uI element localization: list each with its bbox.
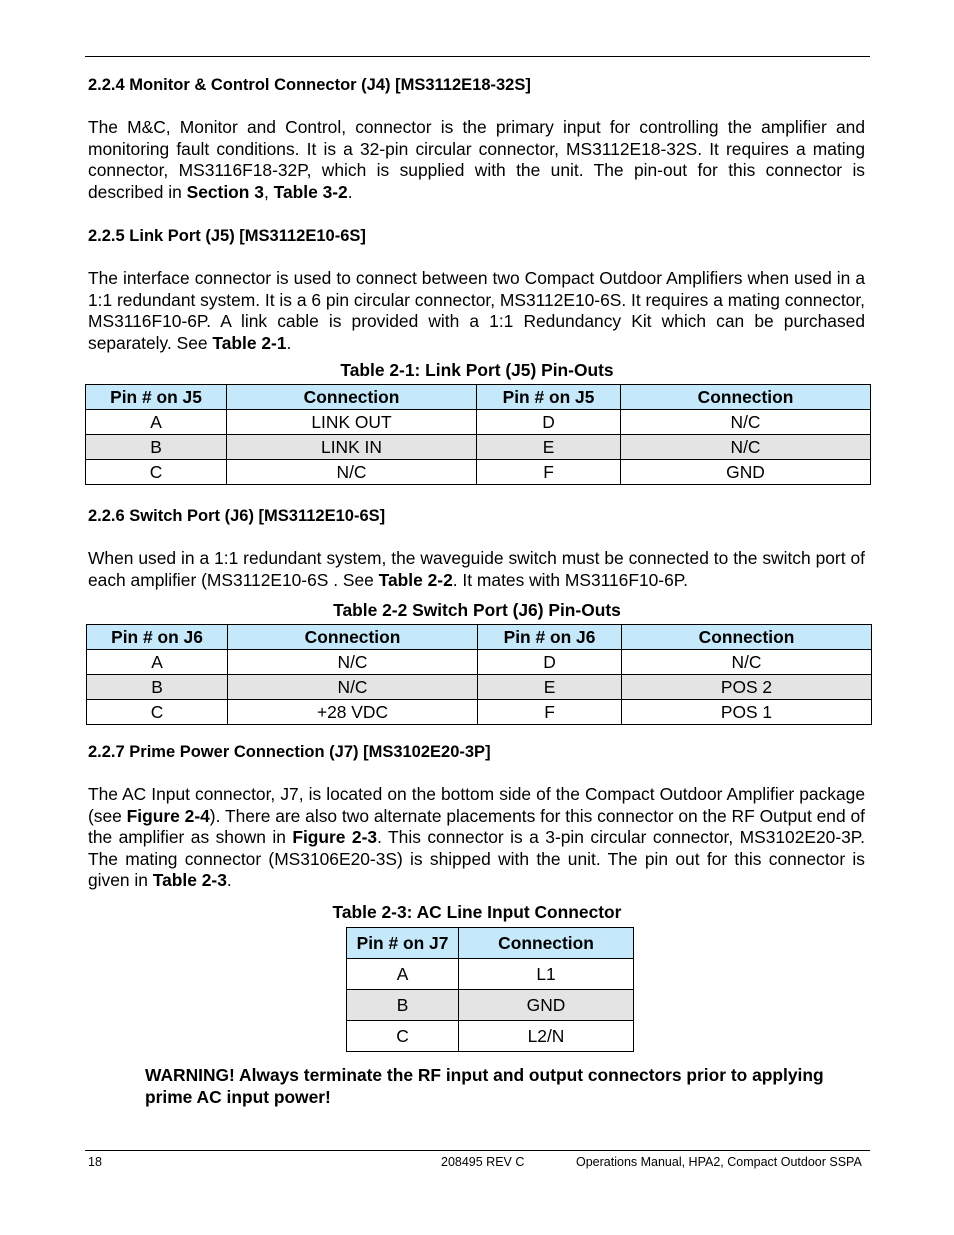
table-2-3-ref: Table 2-3 xyxy=(152,870,227,891)
document-id: 208495 REV C xyxy=(441,1155,525,1169)
section-heading-2-2-4: 2.2.4 Monitor & Control Connector (J4) [MS3112E18-32S] xyxy=(88,76,531,94)
table-row xyxy=(347,1021,634,1052)
figure-2-3-ref: Figure 2-3 xyxy=(292,827,378,848)
table-cell: +28 VDC xyxy=(228,700,478,725)
table-row xyxy=(86,460,871,485)
section-body-2-2-7: The AC Input connector, J7, is located on the bottom side of the Compact Outdoor Amplifier package (see Figure 2-4). There are also two alternate placements for this connector on the RF Output end of the amplifier as shown in Figure 2-3. This connector is a 3-pin circular connector, MS3102E20-3P. The mating connector (MS3106E20-3S) is shipped with the unit. The pin out for this connector is given in Table 2-3. xyxy=(88,784,865,891)
page-number: 18 xyxy=(88,1155,102,1169)
section-body-2-2-6: When used in a 1:1 redundant system, the waveguide switch must be connected to the switch port of each amplifier (MS3112E10-6S . See Table 2-2. It mates with MS3116F10-6P. xyxy=(88,548,865,590)
table-header-row xyxy=(87,625,872,650)
table-2-2-caption: Table 2-2 Switch Port (J6) Pin-Outs xyxy=(333,600,621,620)
table-cell: POS 2 xyxy=(622,675,872,700)
table-header-cell: Pin # on J5 xyxy=(477,385,621,410)
table-2-1-ref: Table 2-1 xyxy=(212,332,287,353)
table-row xyxy=(86,435,871,460)
table-cell: LINK IN xyxy=(227,435,477,460)
section-heading-2-2-7: 2.2.7 Prime Power Connection (J7) [MS3102E20-3P] xyxy=(88,743,491,761)
table-cell: F xyxy=(477,460,621,485)
table-cell: A xyxy=(87,650,228,675)
table-row xyxy=(87,700,872,725)
section-heading-2-2-6: 2.2.6 Switch Port (J6) [MS3112E10-6S] xyxy=(88,507,386,525)
footer-rule xyxy=(85,1150,870,1151)
table-header-cell: Connection xyxy=(228,625,478,650)
table-cell: L1 xyxy=(459,959,634,990)
table-header-row xyxy=(347,928,634,959)
table-header-cell: Connection xyxy=(227,385,477,410)
table-cell: A xyxy=(86,410,227,435)
table-2-2 xyxy=(86,624,872,725)
table-cell: E xyxy=(478,675,622,700)
table-header-cell: Pin # on J5 xyxy=(86,385,227,410)
section-3-ref: Section 3 xyxy=(186,181,264,202)
table-header-cell: Pin # on J6 xyxy=(478,625,622,650)
document-title: Operations Manual, HPA2, Compact Outdoor SSPA xyxy=(576,1155,862,1169)
table-row xyxy=(87,675,872,700)
table-cell: N/C xyxy=(621,410,871,435)
table-header-row xyxy=(86,385,871,410)
table-cell: C xyxy=(347,1021,459,1052)
table-cell: D xyxy=(478,650,622,675)
figure-2-4-ref: Figure 2-4 xyxy=(126,805,210,826)
table-cell: N/C xyxy=(228,675,478,700)
header-rule xyxy=(85,56,870,57)
table-3-2-ref: Table 3-2 xyxy=(273,181,348,202)
table-header-cell: Pin # on J6 xyxy=(87,625,228,650)
table-row xyxy=(86,410,871,435)
section-heading-2-2-5: 2.2.5 Link Port (J5) [MS3112E10-6S] xyxy=(88,227,366,245)
table-2-3-caption: Table 2-3: AC Line Input Connector xyxy=(332,902,622,922)
table-header-cell: Connection xyxy=(621,385,871,410)
table-header-cell: Connection xyxy=(622,625,872,650)
table-cell: L2/N xyxy=(459,1021,634,1052)
table-2-1-caption: Table 2-1: Link Port (J5) Pin-Outs xyxy=(340,360,614,380)
table-cell: LINK OUT xyxy=(227,410,477,435)
table-cell: C xyxy=(86,460,227,485)
table-cell: F xyxy=(478,700,622,725)
table-cell: B xyxy=(86,435,227,460)
table-2-3 xyxy=(346,927,634,1052)
table-2-2-ref: Table 2-2 xyxy=(378,569,453,590)
table-row xyxy=(87,650,872,675)
table-cell: C xyxy=(87,700,228,725)
table-cell: N/C xyxy=(228,650,478,675)
section-body-2-2-5: The interface connector is used to connect between two Compact Outdoor Amplifiers when used in a 1:1 redundant system. It is a 6 pin circular connector, MS3112E10-6S. It requires a mating connector, MS3116F10-6P. A link cable is provided with a 1:1 Redundancy Kit which can be purchased separately. See Table 2-1. xyxy=(88,268,865,353)
warning-text: WARNING! Always terminate the RF input and output connectors prior to applying prime AC input power! xyxy=(145,1065,824,1107)
table-row xyxy=(347,990,634,1021)
section-body-2-2-4: The M&C, Monitor and Control, connector is the primary input for controlling the amplifier and monitoring fault conditions. It is a 32-pin circular connector, MS3112E18-32S. It requires a mating connector, MS3116F18-32P, which is supplied with the unit. The pin-out for this connector is described in Section 3, Table 3-2. xyxy=(88,117,865,202)
table-cell: E xyxy=(477,435,621,460)
table-row xyxy=(347,959,634,990)
table-cell: B xyxy=(87,675,228,700)
table-cell: A xyxy=(347,959,459,990)
table-cell: D xyxy=(477,410,621,435)
table-cell: POS 1 xyxy=(622,700,872,725)
table-cell: GND xyxy=(459,990,634,1021)
table-2-1 xyxy=(85,384,871,485)
table-cell: N/C xyxy=(622,650,872,675)
table-cell: B xyxy=(347,990,459,1021)
table-header-cell: Pin # on J7 xyxy=(347,928,459,959)
table-cell: N/C xyxy=(227,460,477,485)
table-cell: N/C xyxy=(621,435,871,460)
table-header-cell: Connection xyxy=(459,928,634,959)
table-cell: GND xyxy=(621,460,871,485)
